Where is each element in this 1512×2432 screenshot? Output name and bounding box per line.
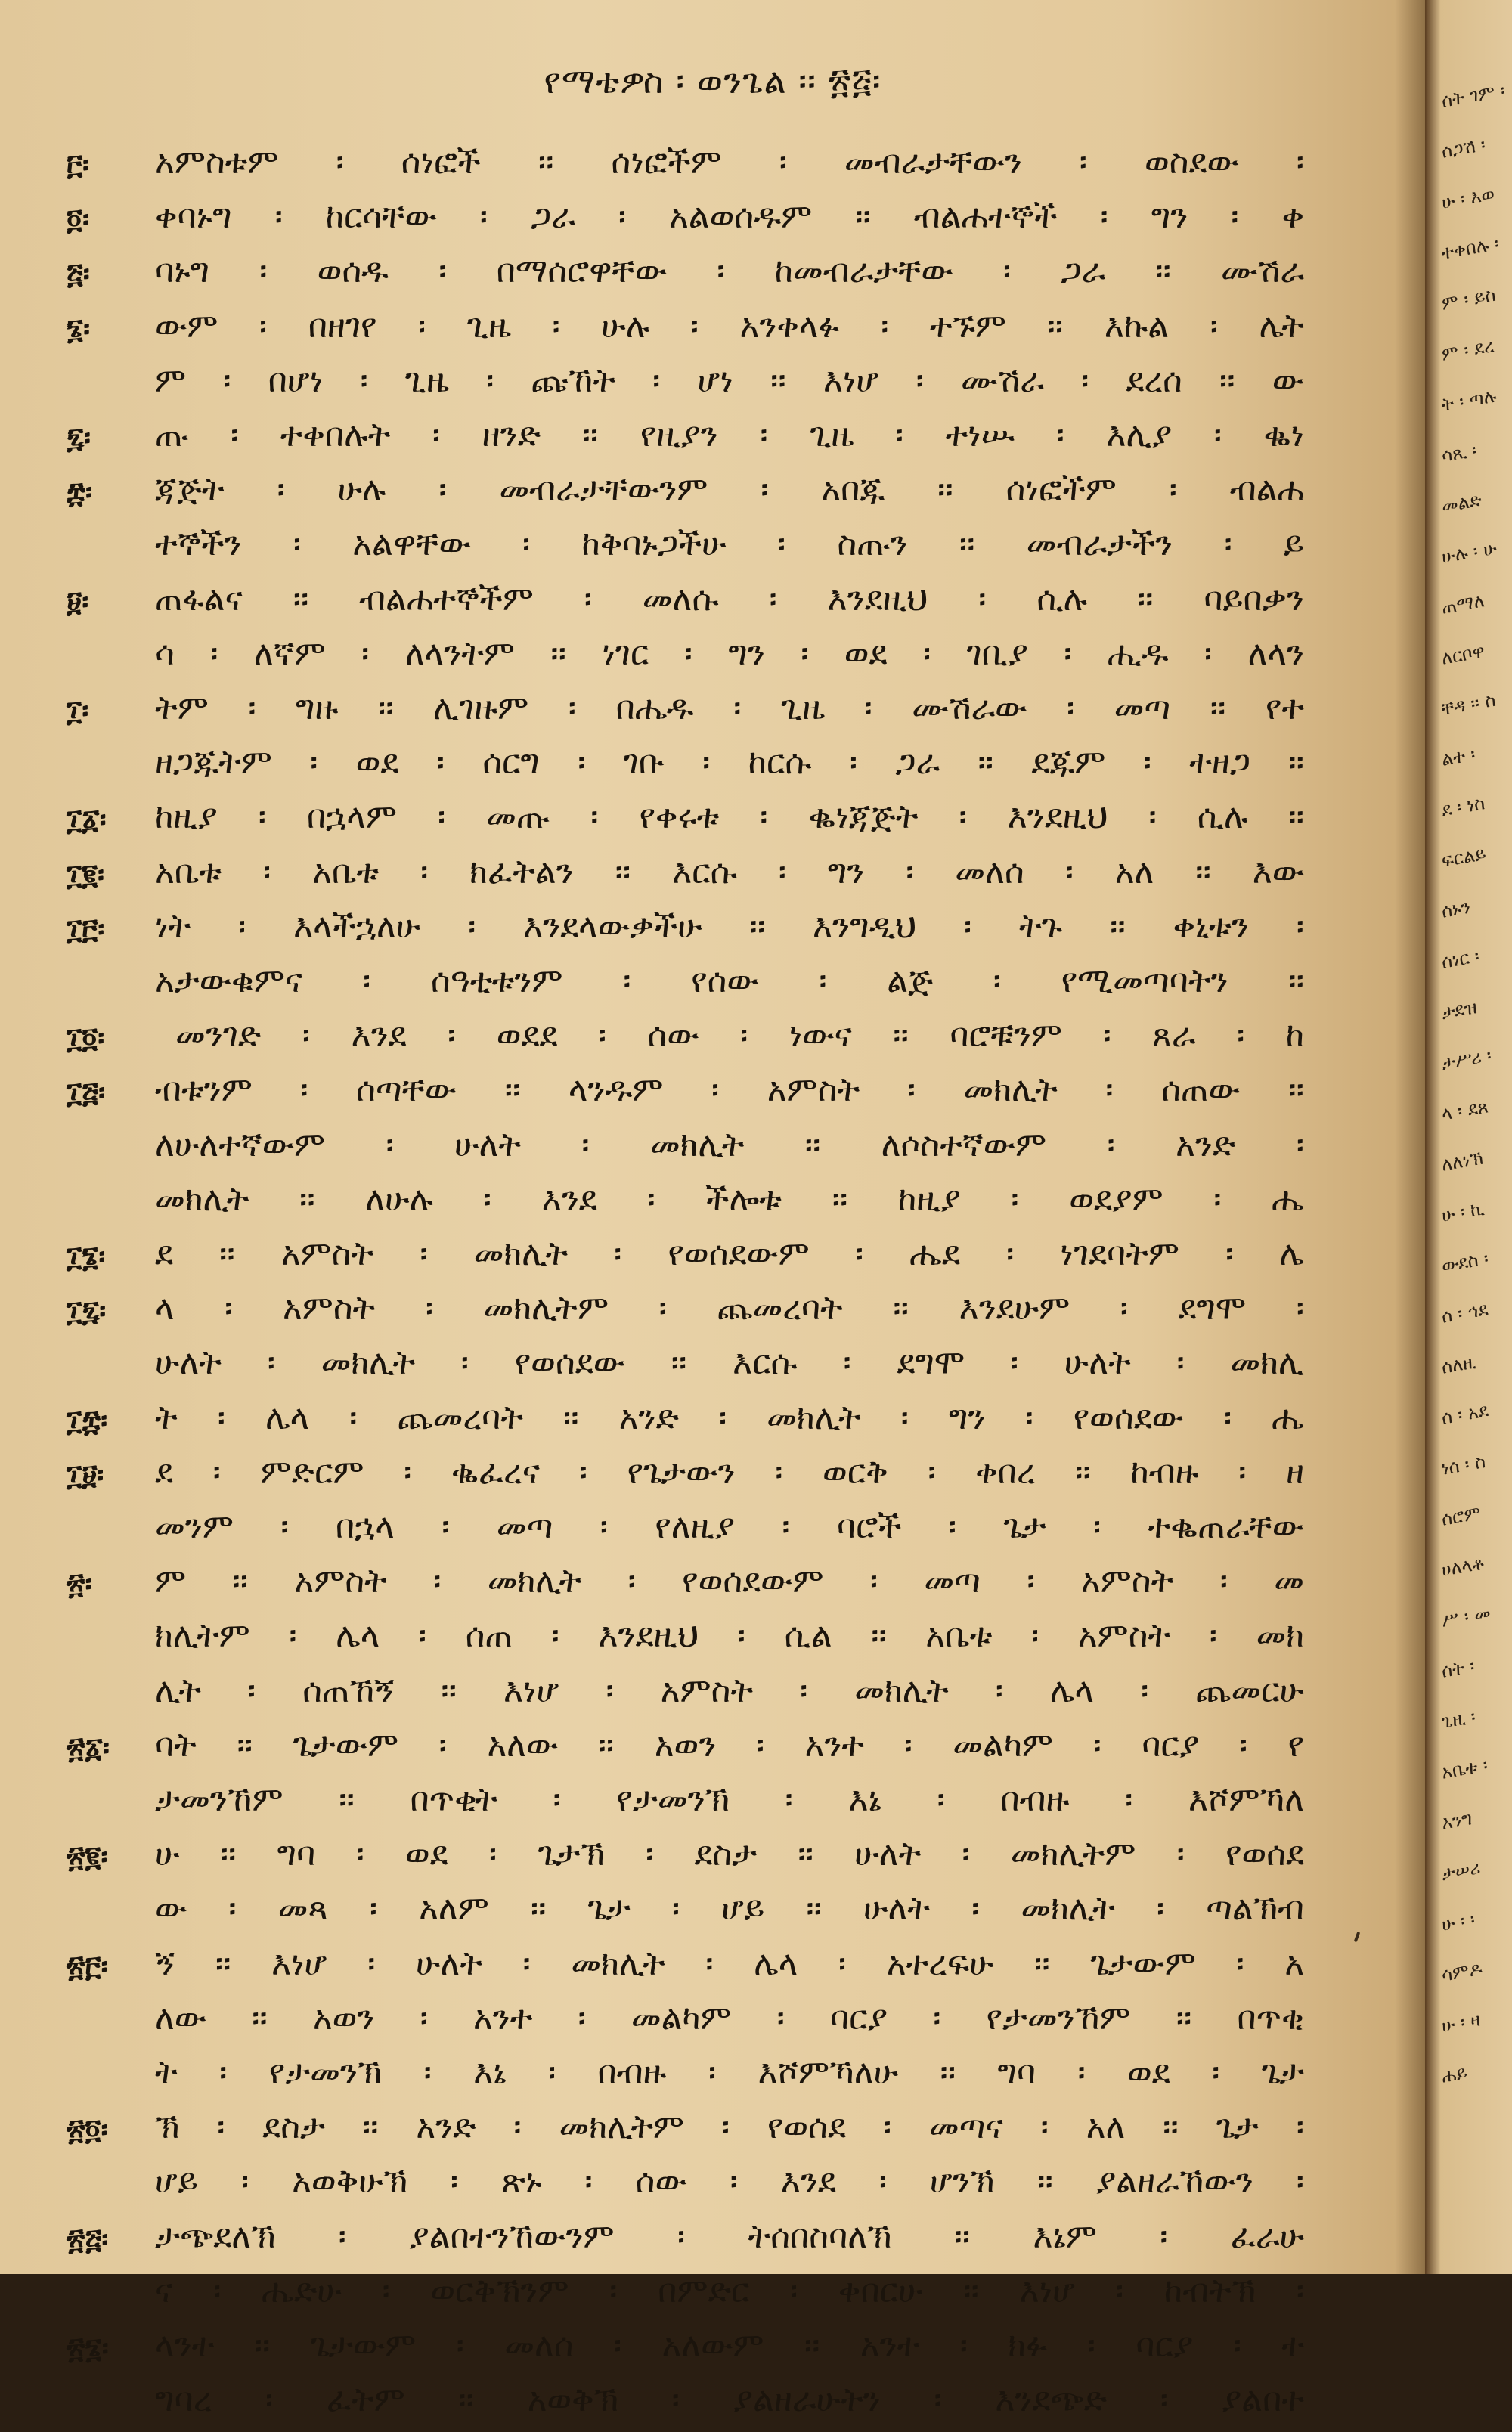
facing-page-fragment: ሁ ፡ እወ — [1439, 182, 1497, 213]
facing-page-fragment: ሰለዚ — [1439, 1351, 1478, 1378]
facing-page-fragment: ተቀበሉ ፡ — [1439, 232, 1501, 264]
text-line — [0, 140, 1425, 194]
text-line — [0, 1668, 1425, 1723]
verse-number: ፳፪፡ — [67, 1839, 108, 1874]
line-text: መክሊት ፡፡ ለሁሉ ፡ እንደ ፡ ችሎቱ ፡፡ ከዚያ ፡ ወደያም ፡ ሔ — [155, 1179, 1304, 1219]
facing-page-fragment: ደ ፡ ነስ — [1439, 792, 1487, 821]
facing-page-fragment: ሰት ፡ — [1439, 1655, 1476, 1682]
page-header: የማቴዎስ ፡ ወንጌል ፡፡ ፳፭፡ — [544, 60, 881, 101]
facing-page-fragment: ውደስ ፡ — [1439, 1247, 1490, 1277]
text-line — [0, 1777, 1425, 1832]
text-line — [0, 1013, 1425, 1067]
text-line — [0, 1996, 1425, 2050]
text-line — [0, 740, 1425, 795]
verse-number: ፲፫፡ — [67, 911, 105, 946]
text-line — [0, 2050, 1425, 2105]
line-text: ደ ፡ ምድርም ፡ ቈፈረና ፡ የጌታውን ፡ ወርቅ ፡ ቀበረ ፡፡ ከብዙ ፡ ዘ — [155, 1452, 1304, 1492]
line-text: ኽ ፡ ደስታ ፡፡ አንድ ፡ መክሊትም ፡ የወሰደ ፡ መጣና ፡ አለ ፡፡ ጌታ ፡ — [155, 2108, 1304, 2147]
facing-page-fragment: ሁ ፡ ፡ — [1439, 1908, 1477, 1935]
facing-page-fragment: ታሥሪ ፡ — [1439, 1044, 1493, 1074]
text-line — [0, 1886, 1425, 1941]
line-text: ኝ ፡፡ እነሆ ፡ ሁለት ፡ መክሊት ፡ ሌላ ፡ አተረፍሁ ፡፡ ጌታውም ፡ አ — [155, 1944, 1304, 1983]
verse-number: ፳፫፡ — [67, 1948, 108, 1983]
verse-number: ፬፡ — [67, 202, 89, 237]
facing-page-fragment: ሰጋሽ ፡ — [1439, 134, 1487, 163]
facing-page-fragment: ሰሮም — [1439, 1502, 1483, 1530]
line-text: ላ ፡ አምስት ፡ መክሊትም ፡ ጨመረባት ፡፡ እንደሁም ፡ ደግሞ ፡ — [155, 1289, 1304, 1328]
line-text: ጡ ፡ ተቀበሉት ፡ ዘንድ ፡፡ የዚያን ፡ ጊዜ ፡ ተነሡ ፡ እሊያ ፡ ቈነ — [155, 416, 1304, 454]
verse-number: ፲፯፡ — [67, 1293, 107, 1328]
line-text: ና ፡ ሔድሁ ፡ ወርቅኽንም ፡ በምድር ፡ ቀበርሁ ፡፡ እነሆ ፡ ከብትኽ ፡ — [155, 2271, 1304, 2310]
line-text: ታመንኸም ፡፡ በጥቂት ፡ የታመንኽ ፡ እኔ ፡ በብዙ ፡ እሾምኻለ — [155, 1780, 1304, 1819]
text-line — [0, 1123, 1425, 1177]
line-text: ለሁለተኛውም ፡ ሁለት ፡ መክሊት ፡፡ ለሶስተኛውም ፡ አንድ ፡ — [155, 1125, 1304, 1164]
line-text: መንም ፡ በኋላ ፡ መጣ ፡ የለዚያ ፡ ባሮች ፡ ጌታ ፡ ተቈጠራቸው — [155, 1507, 1304, 1546]
line-text: አታውቁምና ፡ ሰዓቲቱንም ፡ የሰው ፡ ልጅ ፡ የሚመጣባትን ፡፡ — [155, 962, 1304, 1000]
line-text: ብቱንም ፡ ሰጣቸው ፡፡ ላንዱም ፡ አምስት ፡ መክሊት ፡ ሰጠው ፡፡ — [155, 1070, 1304, 1110]
facing-page — [1425, 0, 1512, 2274]
text-line — [0, 686, 1425, 740]
line-text: ለው ፡፡ አወን ፡ አንተ ፡ መልካም ፡ ባርያ ፡ የታመንኸም ፡፡ በጥቂ — [155, 1998, 1304, 2037]
facing-page-fragment: ሀለላቶ — [1439, 1552, 1486, 1581]
text-line — [0, 850, 1425, 904]
verse-number: ፳፮፡ — [67, 2331, 109, 2365]
verse-number: ፭፡ — [67, 256, 90, 291]
facing-page-fragment: ለለነኽ — [1439, 1147, 1485, 1176]
line-text: ደ ፡፡ አምስት ፡ መክሊት ፡ የወሰደውም ፡ ሔደ ፡ ነገደባትም ፡ ሌ — [155, 1235, 1304, 1273]
facing-page-fragment: ም ፡ ደረ — [1439, 335, 1496, 365]
facing-page-fragment: ሰነር ፡ — [1439, 945, 1481, 973]
facing-page-fragment: ሰኑን — [1439, 896, 1473, 922]
facing-page-fragment: ታሠሪ — [1439, 1857, 1483, 1885]
line-text: ሆይ ፡ አወቅሁኽ ፡ ጽኑ ፡ ሰው ፡ እንደ ፡ ሆንኽ ፡፡ ያልዘራኸውን ፡ — [155, 2162, 1304, 2201]
line-text: ከዚያ ፡ በኋላም ፡ መጡ ፡ የቀሩቱ ፡ ቈነጃጅት ፡ እንደዚህ ፡ ሲሉ ፡፡ — [155, 798, 1304, 837]
text-line — [0, 2323, 1425, 2378]
verse-number: ፰፡ — [67, 475, 92, 510]
text-line — [0, 194, 1425, 249]
text-line — [0, 522, 1425, 576]
text-line — [0, 1559, 1425, 1613]
text-line — [0, 304, 1425, 358]
line-text: ታጭደለኽ ፡ ያልበተንኸውንም ፡ ትሰበስባለኽ ፡፡ እኔም ፡ ፈራሁ — [155, 2217, 1304, 2256]
text-line — [0, 1613, 1425, 1668]
line-text: ቀባኑግ ፡ ከርሳቸው ፡ ጋራ ፡ አልወሰዱም ፡፡ ብልሐተኞች ፡ ግን ፡ ቀ — [155, 197, 1304, 237]
line-text: አምስቱም ፡ ሰነፎች ፡፡ ሰነፎችም ፡ መብራታቸውን ፡ ወስደው ፡ — [155, 143, 1304, 181]
text-line — [0, 577, 1425, 631]
line-text: ላንተ ፡፡ ጌታውም ፡ መለሰ ፡ አለውም ፡፡ አንተ ፡ ክፉ ፡ ባርያ ፡ ተ — [155, 2326, 1304, 2365]
facing-page-fragment: ቸዳ ፡፡ ስ — [1439, 689, 1498, 720]
facing-page-fragment: ሰ ፡ አደ — [1439, 1399, 1490, 1429]
line-text: ነት ፡ እላችኋለሁ ፡ እንደላውቃችሁ ፡፡ እንግዲህ ፡ ትጉ ፡፡ ቀኒቱን ፡ — [155, 906, 1304, 946]
facing-page-fragment: ሐይ — [1439, 2062, 1469, 2087]
facing-page-fragment: ላ ፡ ደጸ — [1439, 1095, 1490, 1125]
facing-page-fragment: መልድ — [1439, 488, 1484, 517]
verse-number: ፲፬፡ — [67, 1021, 105, 1055]
facing-page-fragment: ነሰ ፡ ስ — [1439, 1451, 1488, 1479]
text-line — [0, 467, 1425, 522]
verse-number: ፲፪፡ — [67, 857, 104, 891]
facing-page-fragment: ጌዚ ፡ — [1439, 1705, 1477, 1733]
facing-page-fragment: ም ፡ ይስ — [1439, 283, 1498, 314]
text-line — [0, 249, 1425, 303]
text-line — [0, 1340, 1425, 1395]
verse-number: ፳፭፡ — [67, 2221, 109, 2256]
facing-page-fragment: ሁ ፡ ዛ — [1439, 2009, 1483, 2037]
line-text: ዘጋጁትም ፡ ወደ ፡ ሰርግ ፡ ገቡ ፡ ከርሱ ፡ ጋራ ፡፡ ደጁም ፡ ተዘጋ ፡፡ — [155, 743, 1304, 782]
line-text: ት ፡ ሌላ ፡ ጨመረባት ፡፡ አንድ ፡ መክሊት ፡ ግን ፡ የወሰደው ፡ ሔ — [155, 1398, 1304, 1437]
line-text: ሁለት ፡ መክሊት ፡ የወሰደው ፡፡ እርሱ ፡ ደግሞ ፡ ሁለት ፡ መክሊ — [155, 1343, 1304, 1383]
verse-number: ፫፡ — [67, 147, 89, 181]
text-line — [0, 795, 1425, 849]
line-text: ትም ፡ ግዙ ፡፡ ሊገዙም ፡ በሔዱ ፡ ጊዜ ፡ ሙሽራው ፡ መጣ ፡፡ የተ — [155, 689, 1304, 727]
line-text: አቤቱ ፡ አቤቱ ፡ ክፈትልን ፡፡ እርሱ ፡ ግን ፡ መለሰ ፡ አለ ፡፡ እው — [155, 852, 1304, 891]
text-line — [0, 1067, 1425, 1122]
verse-number: ፲፡ — [67, 693, 89, 727]
text-line — [0, 358, 1425, 413]
line-text: ባኑግ ፡ ወሰዱ ፡ በማሰሮዋቸው ፡ ከመብራታቸው ፡ ጋራ ፡፡ ሙሽራ — [155, 252, 1304, 291]
line-text: ክሊትም ፡ ሌላ ፡ ሰጠ ፡ እንደዚህ ፡ ሲል ፡፡ አቤቱ ፡ አምስት ፡ መክ — [155, 1616, 1304, 1656]
line-text: ውም ፡ በዘገየ ፡ ጊዜ ፡ ሁሉ ፡ አንቀላፉ ፡ ተኙም ፡፡ እኩል ፡ ሌት — [155, 306, 1304, 345]
text-line — [0, 1832, 1425, 1886]
text-line — [0, 1286, 1425, 1340]
line-text: ግባረ ፡ ፈትም ፡፡ አወቅኽ ፡ ያልዘራሁትን ፡ እንደጭድ ፡ ያልበተ — [155, 2381, 1304, 2420]
verse-number: ፳፬፡ — [67, 2112, 108, 2147]
facing-page-fragment: ት ፡ ጣሉ — [1439, 385, 1498, 416]
text-line — [0, 1504, 1425, 1559]
text-line — [0, 1941, 1425, 1996]
verse-number: ፯፡ — [67, 420, 91, 454]
text-line — [0, 413, 1425, 467]
verse-number: ፱፡ — [67, 584, 89, 618]
line-text: ሁ ፡፡ ግባ ፡ ወደ ፡ ጌታኽ ፡ ደስታ ፡፡ ሁለት ፡ መክሊትም ፡ የወሰደ — [155, 1835, 1304, 1874]
text-line — [0, 1231, 1425, 1286]
facing-page-fragment: ለርቦዋ — [1439, 640, 1487, 669]
facing-page-fragment: ታደዝ — [1439, 996, 1479, 1024]
verse-number: ፲፭፡ — [67, 1075, 105, 1110]
line-text: ት ፡ የታመንኽ ፡ እኔ ፡ በብዙ ፡ እሾምኻለሁ ፡፡ ግባ ፡ ወደ ፡ ጌታ — [155, 2053, 1304, 2092]
text-line — [0, 1723, 1425, 1777]
text-line — [0, 1396, 1425, 1450]
facing-page-fragment: ሰት ገም ፡ — [1439, 79, 1507, 112]
facing-page-fragment: ፍርልይ — [1439, 842, 1488, 872]
verse-number: ፮፡ — [67, 311, 91, 345]
text-line — [0, 631, 1425, 686]
text-line — [0, 2214, 1425, 2269]
facing-page-fragment: ጠማለ — [1439, 590, 1486, 618]
text-line — [0, 2159, 1425, 2214]
text-line — [0, 1450, 1425, 1504]
line-text: ተኞችን ፡ አልዋቸው ፡ ከቅባኑጋችሁ ፡ ስጡን ፡፡ መብራታችን ፡ ይ — [155, 525, 1304, 564]
line-text: መንገድ ፡ እንደ ፡ ወደደ ፡ ሰው ፡ ነውና ፡፡ ባሮቹንም ፡ ጸራ ፡ ከ — [175, 1016, 1304, 1055]
verse-number: ፳፡ — [67, 1566, 92, 1601]
verse-number: ፳፩፡ — [67, 1730, 110, 1764]
line-text: ባት ፡፡ ጌታውም ፡ አለው ፡፡ አወን ፡ አንተ ፡ መልካም ፡ ባርያ ፡ የ — [155, 1725, 1304, 1764]
line-text: ጃጅት ፡ ሁሉ ፡ መብራታቸውንም ፡ አበጁ ፡፡ ሰነፎችም ፡ ብልሐ — [155, 470, 1304, 510]
verse-number: ፲፱፡ — [67, 1457, 104, 1492]
line-text: ሊት ፡ ሰጠኸኝ ፡፡ እነሆ ፡ አምስት ፡ መክሊት ፡ ሌላ ፡ ጨመርሁ — [155, 1671, 1304, 1710]
facing-page-fragment: ሁ ፡ ኪ — [1439, 1197, 1486, 1226]
facing-page-fragment: ሳምዶ — [1439, 1957, 1484, 1986]
text-line — [0, 2269, 1425, 2323]
facing-page-fragment: አቤቱ ፡ — [1439, 1754, 1489, 1783]
text-line — [0, 2105, 1425, 2159]
facing-page-fragment: ልተ ፡ — [1439, 743, 1477, 770]
verse-number: ፲፮፡ — [67, 1239, 106, 1273]
facing-page-fragment: ሰ ፡ ኅደ — [1439, 1298, 1490, 1328]
line-text: ሳ ፡ ለኛም ፡ ለላንትም ፡፡ ነገር ፡ ግን ፡ ወደ ፡ ገቢያ ፡ ሒዱ ፡ ለላን — [155, 634, 1304, 673]
text-line — [0, 959, 1425, 1013]
facing-page-fragment: ሁሉ ፡ ሁ — [1439, 537, 1498, 568]
facing-page-fragment: እንግ — [1439, 1808, 1474, 1834]
verse-number: ፲፩፡ — [67, 802, 107, 837]
text-line — [0, 1177, 1425, 1231]
line-text: ም ፡ በሆነ ፡ ጊዜ ፡ ጩኸት ፡ ሆነ ፡፡ እነሆ ፡ ሙሽራ ፡ ደረሰ ፡፡ ው — [155, 361, 1304, 400]
facing-page-fragment: ሥ ፡ መ — [1439, 1601, 1492, 1631]
text-line — [0, 2378, 1425, 2432]
verse-number: ፲፰፡ — [67, 1402, 108, 1437]
line-text: ም ፡፡ አምስት ፡ መክሊት ፡ የወሰደውም ፡ መጣ ፡ አምስት ፡ መ — [155, 1562, 1304, 1601]
line-text: ጠፋልና ፡፡ ብልሐተኞችም ፡ መለሱ ፡ እንደዚህ ፡ ሲሉ ፡፡ ባይበቃን — [155, 579, 1304, 618]
text-line — [0, 904, 1425, 959]
line-text: ው ፡ መጻ ፡ አለም ፡፡ ጌታ ፡ ሆይ ፡፡ ሁለት ፡ መክሊት ፡ ጣልኽብ — [155, 1889, 1304, 1929]
facing-page-fragment: ሳጺ ፡ — [1439, 439, 1479, 466]
